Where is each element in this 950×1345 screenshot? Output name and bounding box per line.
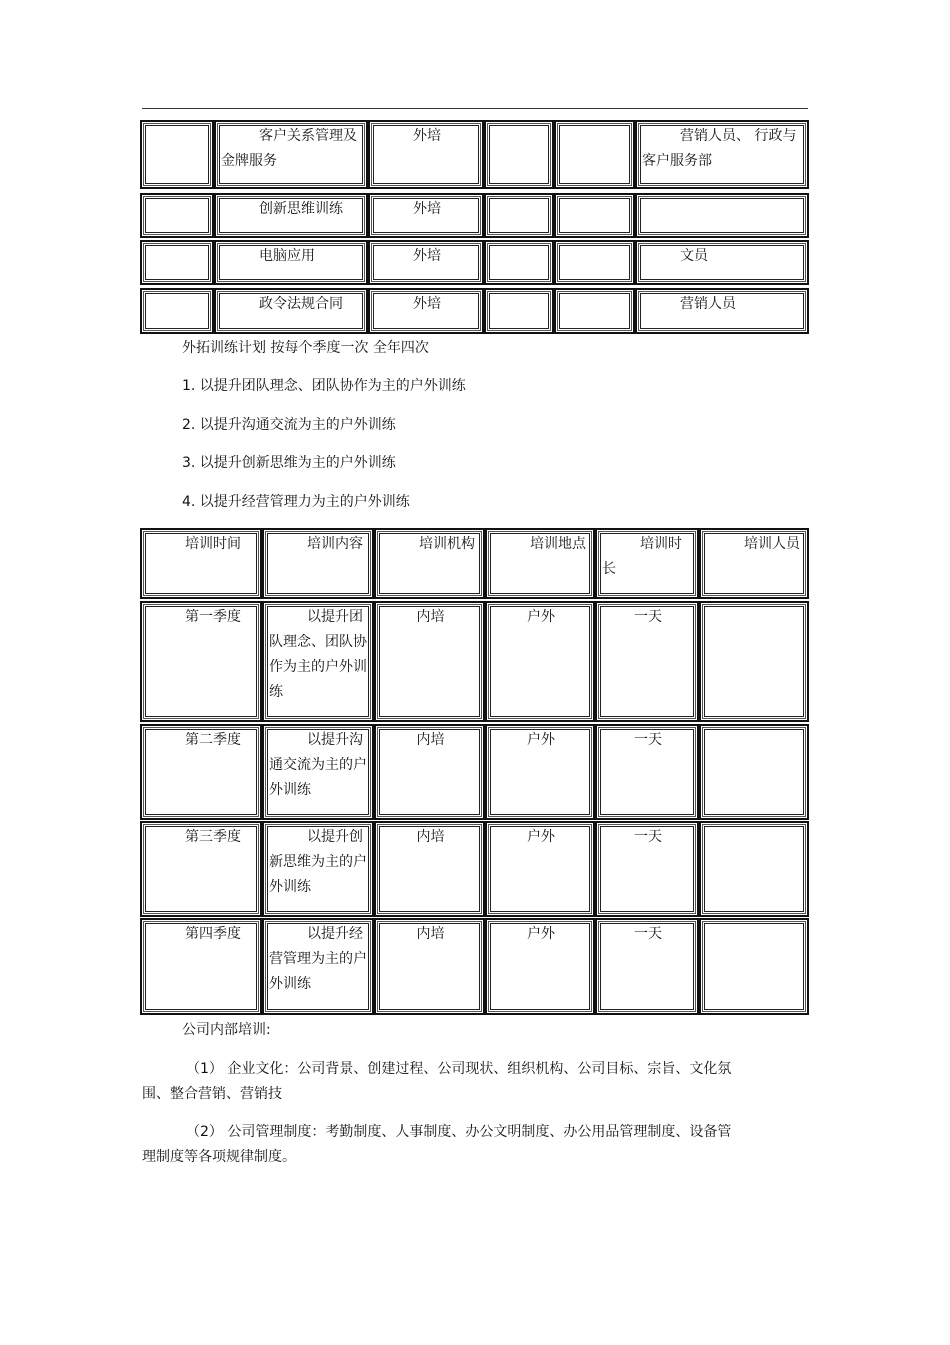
table-cell-org (374, 821, 485, 917)
table-cell-staff (699, 821, 809, 917)
table-cell-audience (635, 193, 809, 238)
table-cell-type (368, 120, 484, 189)
course-type: 外培 (413, 128, 441, 144)
table-cell-time (140, 601, 262, 722)
header-label: 培训时长 (602, 536, 682, 577)
cell-text: 一天 (634, 732, 662, 748)
table-cell-audience (635, 120, 809, 189)
table-cell-content (262, 821, 374, 917)
table-cell-content (262, 918, 374, 1015)
table-cell-duration (595, 918, 699, 1015)
outdoor-heading: 外拓训练计划 按每个季度一次 全年四次 (182, 340, 429, 356)
cell-text: 以提升经营管理为主的户外训练 (269, 926, 367, 992)
outdoor-item: 2. 以提升沟通交流为主的户外训练 (182, 417, 396, 433)
cell-text: 内培 (416, 732, 445, 748)
course-audience: 文员 (680, 248, 708, 264)
course-type: 外培 (413, 201, 441, 217)
header-label: 培训机构 (419, 536, 475, 552)
table-header-cell (262, 528, 374, 599)
cell-text: 户外 (527, 926, 555, 942)
course-name: 政令法规合同 (259, 296, 343, 312)
table-cell-course (214, 120, 368, 189)
table-cell-time (140, 918, 262, 1015)
table-cell-place (485, 918, 595, 1015)
cell-text: 一天 (634, 926, 662, 942)
table-cell-org (374, 918, 485, 1015)
header-label: 培训内容 (307, 536, 363, 552)
table-cell-content (262, 601, 374, 722)
table-cell-place (485, 601, 595, 722)
table-cell-time (140, 724, 262, 820)
course-type: 外培 (413, 296, 441, 312)
internal-item: （1） 企业文化：公司背景、创建过程、公司现状、组织机构、公司目标、宗旨、文化氛围、整合营销、营销技 (142, 1061, 732, 1102)
table-cell-course (214, 288, 368, 334)
table-cell (554, 120, 635, 189)
table-cell (484, 193, 554, 238)
table-cell (140, 240, 214, 285)
table-cell-place (485, 821, 595, 917)
outdoor-item: 4. 以提升经营管理力为主的户外训练 (182, 494, 410, 510)
table-cell-place (485, 724, 595, 820)
table-cell-staff (699, 724, 809, 820)
table-cell (554, 288, 635, 334)
table-cell-staff (699, 918, 809, 1015)
table-cell-type (368, 193, 484, 238)
course-name: 创新思维训练 (259, 201, 343, 217)
course-name: 电脑应用 (259, 248, 315, 264)
cell-text: 以提升创新思维为主的户外训练 (269, 829, 367, 895)
internal-heading: 公司内部培训: (182, 1022, 271, 1038)
table-cell-duration (595, 724, 699, 820)
cell-text: 内培 (416, 829, 445, 845)
cell-text: 第二季度 (185, 732, 241, 748)
table-cell-org (374, 601, 485, 722)
cell-text: 第三季度 (185, 829, 241, 845)
table-cell-content (262, 724, 374, 820)
table-cell-duration (595, 601, 699, 722)
cell-text: 第一季度 (185, 609, 241, 625)
table-cell-type (368, 240, 484, 285)
table-cell (554, 240, 635, 285)
table-cell-type (368, 288, 484, 334)
table-cell-staff (699, 601, 809, 722)
outdoor-item: 1. 以提升团队理念、团队协作为主的户外训练 (182, 378, 466, 394)
table-header-cell (140, 528, 262, 599)
table-cell-duration (595, 821, 699, 917)
table-cell (484, 240, 554, 285)
table-cell (140, 288, 214, 334)
table-header-cell (595, 528, 699, 599)
table-header-cell (699, 528, 809, 599)
cell-text: 第四季度 (185, 926, 241, 942)
table-cell-course (214, 240, 368, 285)
internal-item: （2） 公司管理制度：考勤制度、人事制度、办公文明制度、办公用品管理制度、设备管理制度等各项规律制度。 (142, 1124, 732, 1165)
table-cell (140, 193, 214, 238)
table-cell-org (374, 724, 485, 820)
header-label: 培训时间 (185, 536, 241, 552)
header-rule (142, 108, 808, 109)
table-cell-course (214, 193, 368, 238)
table-cell-audience (635, 240, 809, 285)
course-audience: 营销人员 (680, 296, 736, 312)
cell-text: 以提升团队理念、团队协作为主的户外训练 (269, 609, 367, 700)
table-cell-time (140, 821, 262, 917)
table-cell (484, 120, 554, 189)
cell-text: 内培 (416, 926, 445, 942)
cell-text: 以提升沟通交流为主的户外训练 (269, 732, 367, 798)
cell-text: 内培 (416, 609, 445, 625)
header-label: 培训人员 (744, 536, 800, 552)
cell-text: 户外 (527, 829, 555, 845)
table-cell-audience (635, 288, 809, 334)
cell-text: 户外 (527, 732, 555, 748)
table-header-cell (485, 528, 595, 599)
table-cell (554, 193, 635, 238)
cell-text: 户外 (527, 609, 555, 625)
cell-text: 一天 (634, 829, 662, 845)
outdoor-item: 3. 以提升创新思维为主的户外训练 (182, 455, 396, 471)
header-label: 培训地点 (530, 536, 586, 552)
table-header-cell (374, 528, 485, 599)
table-cell (140, 120, 214, 189)
course-audience: 营销人员、 行政与客户服务部 (642, 128, 797, 169)
course-name: 客户关系管理及金牌服务 (221, 128, 357, 169)
course-type: 外培 (413, 248, 441, 264)
cell-text: 一天 (634, 609, 662, 625)
table-cell (484, 288, 554, 334)
